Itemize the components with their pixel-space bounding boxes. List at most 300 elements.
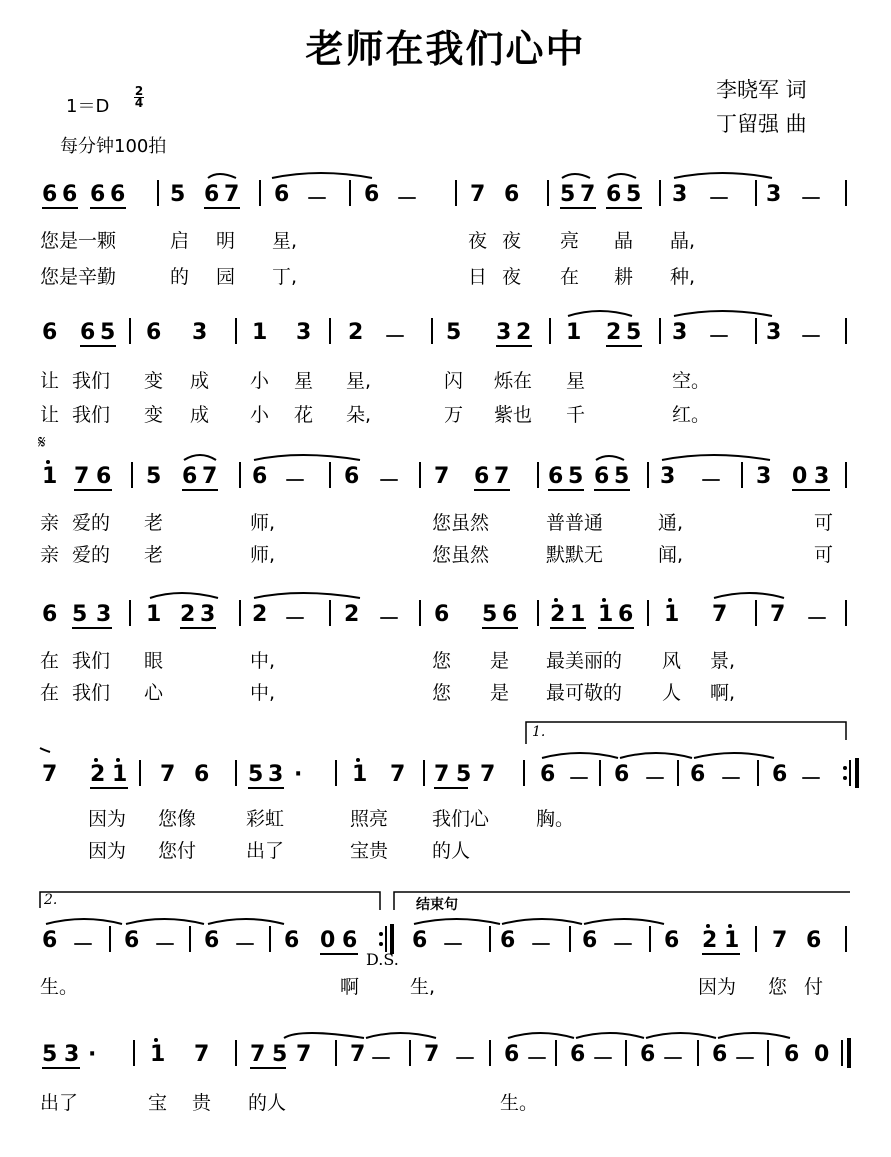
- lyric: 爱的: [72, 512, 111, 534]
- lyric: 老: [144, 544, 164, 566]
- tie-arc: [508, 1033, 574, 1038]
- note: 6: [594, 464, 610, 489]
- lyric: 因为: [88, 808, 127, 830]
- note: 6: [284, 928, 300, 953]
- tie-arc: [718, 1033, 790, 1038]
- repeat-dot: [843, 766, 847, 770]
- note: 7: [712, 602, 728, 627]
- lyric: 彩虹: [246, 808, 285, 830]
- lyric: 照亮: [350, 808, 389, 830]
- tie-arc: [254, 455, 360, 460]
- note: 5: [626, 320, 642, 345]
- dash: －: [306, 187, 329, 212]
- lyric: 是: [490, 682, 510, 704]
- lyric: 变: [144, 370, 164, 392]
- dash: －: [72, 933, 95, 958]
- dot: ·: [294, 762, 303, 787]
- ending-phrase-label: 结束句: [416, 897, 458, 913]
- note: 7: [480, 762, 496, 787]
- tie-arc: [674, 311, 772, 316]
- note: 2: [702, 928, 718, 953]
- song-title: 老师在我们心中: [305, 27, 586, 71]
- note: 6: [194, 762, 210, 787]
- octave-dot: [728, 924, 732, 928]
- note: 2: [606, 320, 622, 345]
- tie-arc: [208, 174, 236, 178]
- note: 6: [110, 182, 126, 207]
- dash: －: [284, 607, 307, 632]
- note: 5: [72, 602, 88, 627]
- note: 6: [474, 464, 490, 489]
- volta-bracket: [394, 892, 850, 910]
- note: 6: [42, 928, 58, 953]
- lyric: 付: [804, 976, 824, 998]
- note: 1: [252, 320, 268, 345]
- note: 5: [568, 464, 584, 489]
- dash: －: [700, 469, 723, 494]
- lyric: 在: [40, 650, 60, 672]
- lyric: 景,: [710, 650, 736, 672]
- tie-arc: [620, 753, 692, 758]
- lyric: 花: [294, 404, 314, 426]
- note: 6: [42, 182, 58, 207]
- lyric: 生。: [500, 1092, 539, 1114]
- note: 7: [160, 762, 176, 787]
- note: 5: [248, 762, 264, 787]
- note: 7: [434, 464, 450, 489]
- tempo-marking: 每分钟100拍: [60, 136, 167, 157]
- tie-arc: [284, 1033, 364, 1038]
- note: 3: [296, 320, 312, 345]
- note: 2: [348, 320, 364, 345]
- note: 6: [582, 928, 598, 953]
- lyric: 园: [216, 266, 236, 288]
- lyric: 您虽然: [432, 512, 490, 534]
- note: 3: [672, 182, 688, 207]
- key-signature: 1＝D: [66, 96, 110, 117]
- segno-sign: 𝄋: [38, 432, 46, 453]
- lyric: 我们: [72, 650, 111, 672]
- tie-arc: [184, 455, 216, 460]
- lyric: 夜: [468, 230, 488, 252]
- lyric: 在: [560, 266, 580, 288]
- lyric: 我们: [72, 404, 111, 426]
- dash: －: [442, 933, 465, 958]
- dash: －: [384, 325, 407, 350]
- tie-arc: [662, 455, 770, 460]
- volta-bracket: [526, 722, 846, 744]
- note: 3: [96, 602, 112, 627]
- lyric: 亮: [560, 230, 580, 252]
- lyric: 万: [444, 404, 464, 426]
- note: 6: [146, 320, 162, 345]
- lyric: 您付: [158, 840, 197, 862]
- note: 1: [664, 602, 680, 627]
- note: 6: [252, 464, 268, 489]
- lyric: 我们心: [432, 808, 490, 830]
- note: 7: [390, 762, 406, 787]
- dash: －: [530, 933, 553, 958]
- note: 1: [146, 602, 162, 627]
- lyric: 普普通: [546, 512, 604, 534]
- dash: －: [800, 187, 823, 212]
- lyric: 紫也: [494, 404, 533, 426]
- note: 3: [766, 182, 782, 207]
- time-signature-bottom: 4: [134, 96, 144, 110]
- note: 7: [772, 928, 788, 953]
- octave-dot: [94, 758, 98, 762]
- repeat-dot: [379, 942, 383, 946]
- note: 7: [770, 602, 786, 627]
- lyric: 眼: [144, 650, 164, 672]
- lyric: 啊,: [710, 682, 736, 704]
- dash: －: [234, 933, 257, 958]
- note: 2: [252, 602, 268, 627]
- tie-arc: [366, 1033, 436, 1038]
- note: 2: [180, 602, 196, 627]
- lyric: 通,: [658, 512, 684, 534]
- lyric: 丁,: [272, 266, 298, 288]
- note: 6: [712, 1042, 728, 1067]
- note: 2: [550, 602, 566, 627]
- lyric: 星: [566, 370, 586, 392]
- note: 7: [424, 1042, 440, 1067]
- octave-dot: [706, 924, 710, 928]
- lyric: 可: [814, 512, 834, 534]
- lyric: 在: [40, 682, 60, 704]
- lyric: 夜: [502, 230, 522, 252]
- lyric: 的人: [248, 1092, 287, 1114]
- octave-dot: [668, 598, 672, 602]
- note: 6: [274, 182, 290, 207]
- dash: －: [454, 1047, 477, 1072]
- note: 6: [618, 602, 634, 627]
- note: 3: [192, 320, 208, 345]
- tie-arc: [414, 919, 500, 924]
- dash: －: [378, 607, 401, 632]
- lyric: 让: [40, 404, 60, 426]
- lyric: 您像: [158, 808, 197, 830]
- lyric: 默默无: [546, 544, 604, 566]
- note: 1: [150, 1042, 166, 1067]
- note: 6: [42, 320, 58, 345]
- time-signature-top: 2: [134, 84, 144, 98]
- lyric: 最美丽的: [546, 650, 623, 672]
- lyric: 烁在: [494, 370, 533, 392]
- note: 6: [504, 182, 520, 207]
- tie-arc: [542, 753, 618, 758]
- tie-arc: [568, 311, 632, 316]
- note: 7: [494, 464, 510, 489]
- dal-segno-mark: D.S.: [366, 950, 399, 969]
- note: 5: [482, 602, 498, 627]
- lyric: 生。: [40, 976, 79, 998]
- tie-arc: [608, 174, 636, 178]
- note: 7: [296, 1042, 312, 1067]
- lyric: 您: [432, 650, 452, 672]
- lyric: 最可敬的: [546, 682, 623, 704]
- octave-dot: [356, 758, 360, 762]
- lyric: 您是一颗: [40, 230, 117, 252]
- note: 6: [344, 464, 360, 489]
- lyric: 心: [144, 682, 164, 704]
- note: 6: [80, 320, 96, 345]
- lyric: 中,: [250, 650, 276, 672]
- repeat-dot: [379, 932, 383, 936]
- lyric: 千: [566, 404, 586, 426]
- note: 3: [496, 320, 512, 345]
- note: 6: [784, 1042, 800, 1067]
- note: 3: [64, 1042, 80, 1067]
- tie-arc: [576, 1033, 644, 1038]
- note: 6: [364, 182, 380, 207]
- lyric: 中,: [250, 682, 276, 704]
- note: 6: [548, 464, 564, 489]
- lyric: 朵,: [346, 404, 372, 426]
- note: 6: [664, 928, 680, 953]
- dash: －: [378, 469, 401, 494]
- note: 6: [204, 182, 220, 207]
- note: 7: [202, 464, 218, 489]
- lyric: 成: [190, 370, 210, 392]
- note: 6: [182, 464, 198, 489]
- dash: －: [284, 469, 307, 494]
- lyric: 人: [662, 682, 682, 704]
- octave-dot: [116, 758, 120, 762]
- note: 5: [626, 182, 642, 207]
- lyric: 空。: [672, 370, 711, 392]
- lyric: 贵: [192, 1092, 212, 1114]
- lyric: 小: [250, 404, 270, 426]
- lyric: 是: [490, 650, 510, 672]
- note: 0: [814, 1042, 830, 1067]
- note: 3: [200, 602, 216, 627]
- note: 6: [42, 602, 58, 627]
- tie-arc: [150, 593, 218, 598]
- dash: －: [592, 1047, 615, 1072]
- lyric: 师,: [250, 544, 276, 566]
- dot: ·: [88, 1042, 97, 1067]
- lyric: 您虽然: [432, 544, 490, 566]
- tie-arc: [694, 753, 774, 758]
- tie-arc: [714, 593, 784, 598]
- tie-arc: [40, 748, 50, 752]
- dash: －: [800, 325, 823, 350]
- dash: －: [806, 607, 829, 632]
- note: 7: [74, 464, 90, 489]
- note: 6: [640, 1042, 656, 1067]
- note: 6: [570, 1042, 586, 1067]
- lyric: 出了: [40, 1092, 79, 1114]
- dash: －: [644, 767, 667, 792]
- dash: －: [734, 1047, 757, 1072]
- lyric: 晶,: [670, 230, 696, 252]
- tie-arc: [596, 456, 624, 460]
- tie-arc: [208, 919, 284, 924]
- dash: －: [612, 933, 635, 958]
- volta-1-label: 1.: [532, 724, 546, 740]
- note: 7: [350, 1042, 366, 1067]
- note: 7: [434, 762, 450, 787]
- lyric: 我们: [72, 682, 111, 704]
- note: 6: [434, 602, 450, 627]
- lyric: 师,: [250, 512, 276, 534]
- lyricist-credit: 李晓军 词: [716, 78, 807, 102]
- note: 6: [772, 762, 788, 787]
- octave-dot: [46, 460, 50, 464]
- note: 6: [606, 182, 622, 207]
- note: 3: [660, 464, 676, 489]
- tie-arc: [272, 173, 372, 178]
- note: 7: [194, 1042, 210, 1067]
- lyric: 的: [170, 266, 190, 288]
- note: 3: [814, 464, 830, 489]
- tie-arc: [674, 173, 772, 178]
- note: 6: [500, 928, 516, 953]
- lyric: 您: [432, 682, 452, 704]
- note: 6: [614, 762, 630, 787]
- lyric: 我们: [72, 370, 111, 392]
- lyric: 日: [468, 266, 488, 288]
- lyric: 老: [144, 512, 164, 534]
- dash: －: [720, 767, 743, 792]
- lyric: 宝贵: [350, 840, 389, 862]
- note: 5: [560, 182, 576, 207]
- note: 6: [502, 602, 518, 627]
- note: 6: [504, 1042, 520, 1067]
- note: 5: [272, 1042, 288, 1067]
- tie-arc: [646, 1033, 716, 1038]
- note: 3: [766, 320, 782, 345]
- tie-arc: [584, 919, 664, 924]
- note: 0: [792, 464, 808, 489]
- lyric: 可: [814, 544, 834, 566]
- lyric: 宝: [148, 1092, 168, 1114]
- dash: －: [708, 325, 731, 350]
- dash: －: [526, 1047, 549, 1072]
- lyric: 胸。: [536, 808, 575, 830]
- note: 6: [204, 928, 220, 953]
- dash: －: [662, 1047, 685, 1072]
- lyric: 让: [40, 370, 60, 392]
- lyric: 爱的: [72, 544, 111, 566]
- lyric: 生,: [410, 976, 436, 998]
- octave-dot: [554, 598, 558, 602]
- tie-arc: [254, 593, 360, 598]
- lyric: 的人: [432, 840, 471, 862]
- lyric: 啊: [340, 976, 360, 998]
- note: 5: [42, 1042, 58, 1067]
- repeat-dot: [843, 776, 847, 780]
- note: 7: [250, 1042, 266, 1067]
- dash: －: [800, 767, 823, 792]
- note: 1: [42, 464, 58, 489]
- note: 6: [62, 182, 78, 207]
- note: 6: [540, 762, 556, 787]
- note: 1: [570, 602, 586, 627]
- lyric: 因为: [698, 976, 737, 998]
- note: 1: [352, 762, 368, 787]
- note: 7: [224, 182, 240, 207]
- note: 1: [598, 602, 614, 627]
- lyric: 成: [190, 404, 210, 426]
- lyric: 您是辛勤: [40, 266, 117, 288]
- lyric: 因为: [88, 840, 127, 862]
- lyric: 变: [144, 404, 164, 426]
- note: 6: [90, 182, 106, 207]
- note: 5: [170, 182, 186, 207]
- tie-arc: [46, 919, 122, 924]
- note: 1: [112, 762, 128, 787]
- note: 3: [672, 320, 688, 345]
- lyric: 风: [662, 650, 682, 672]
- lyric: 星,: [346, 370, 372, 392]
- note: 5: [100, 320, 116, 345]
- note: 6: [412, 928, 428, 953]
- tie-arc: [562, 174, 590, 178]
- dash: －: [396, 187, 419, 212]
- dash: －: [568, 767, 591, 792]
- note: 7: [42, 762, 58, 787]
- note: 3: [756, 464, 772, 489]
- note: 2: [516, 320, 532, 345]
- tie-arc: [502, 919, 582, 924]
- note: 7: [470, 182, 486, 207]
- dash: －: [370, 1047, 393, 1072]
- note: 3: [268, 762, 284, 787]
- note: 7: [580, 182, 596, 207]
- lyric: 种,: [670, 266, 696, 288]
- note: 5: [614, 464, 630, 489]
- lyric: 您: [768, 976, 788, 998]
- lyric: 启: [170, 230, 190, 252]
- lyric: 小: [250, 370, 270, 392]
- note: 6: [806, 928, 822, 953]
- lyric: 亲: [40, 512, 60, 534]
- volta-bracket: [40, 892, 380, 910]
- lyric: 星,: [272, 230, 298, 252]
- note: 5: [456, 762, 472, 787]
- tie-arc: [126, 919, 204, 924]
- note: 0: [320, 928, 336, 953]
- note: 2: [344, 602, 360, 627]
- lyric: 晶: [614, 230, 634, 252]
- lyric: 明: [216, 230, 236, 252]
- note: 1: [566, 320, 582, 345]
- note: 6: [342, 928, 358, 953]
- volta-2-label: 2.: [44, 892, 58, 908]
- note: 1: [724, 928, 740, 953]
- note: 5: [146, 464, 162, 489]
- note: 6: [690, 762, 706, 787]
- dash: －: [708, 187, 731, 212]
- note: 6: [96, 464, 112, 489]
- octave-dot: [602, 598, 606, 602]
- lyric: 夜: [502, 266, 522, 288]
- lyric: 闻,: [658, 544, 684, 566]
- dash: －: [154, 933, 177, 958]
- lyric: 出了: [246, 840, 285, 862]
- lyric: 红。: [672, 404, 711, 426]
- octave-dot: [154, 1038, 158, 1042]
- note: 2: [90, 762, 106, 787]
- note: 5: [446, 320, 462, 345]
- lyric: 亲: [40, 544, 60, 566]
- lyric: 闪: [444, 370, 464, 392]
- composer-credit: 丁留强 曲: [716, 112, 807, 136]
- note: 6: [124, 928, 140, 953]
- lyric: 星: [294, 370, 314, 392]
